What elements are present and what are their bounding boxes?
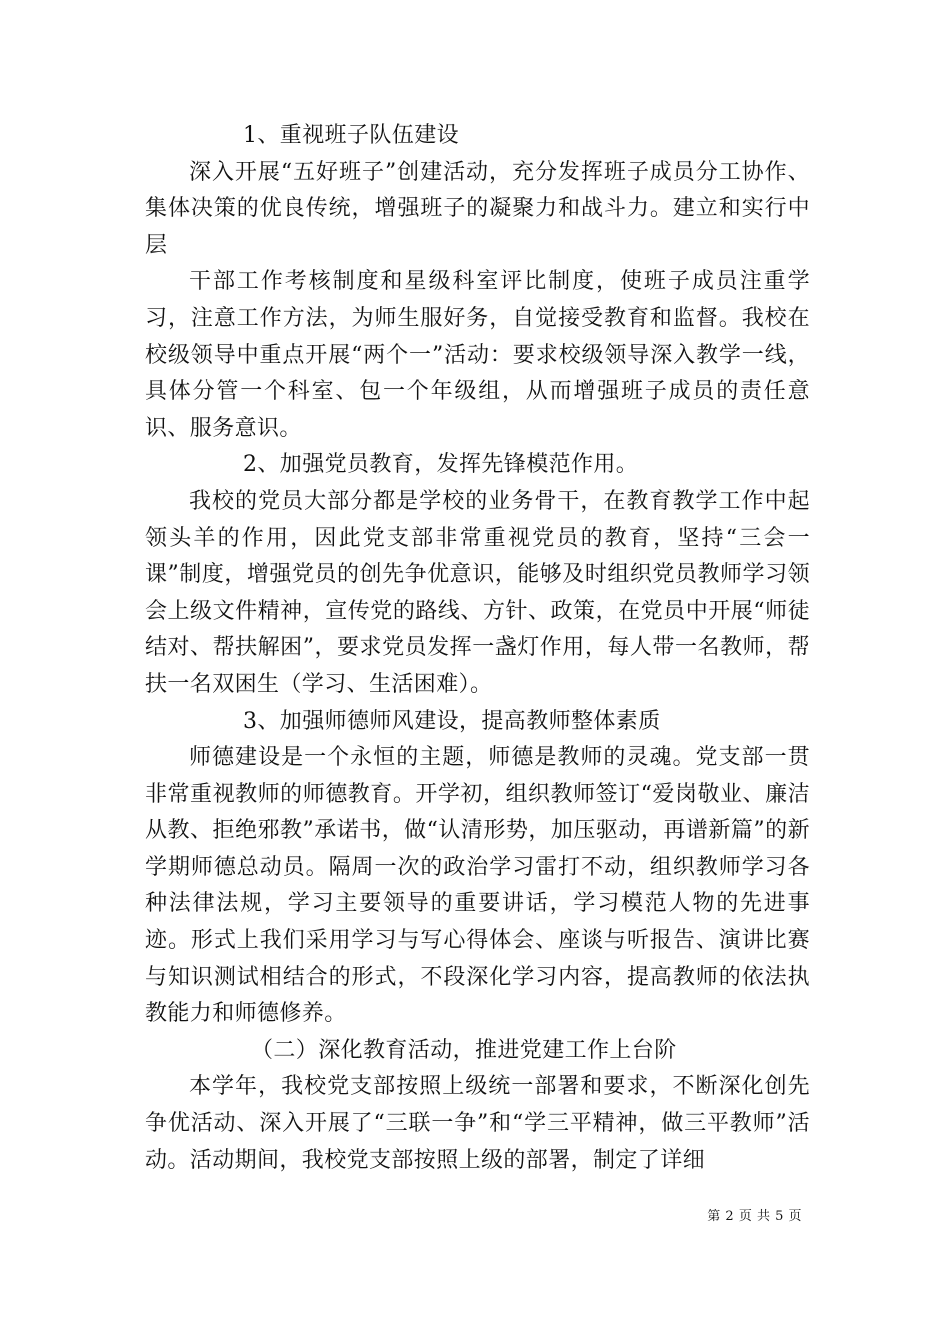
section-heading-2: 2、加强党员教育，发挥先锋模范作用。 [243, 452, 639, 478]
page-number-footer: 第 2 页 共 5 页 [707, 1209, 802, 1224]
section-heading-1: 1、重视班子队伍建设 [243, 123, 459, 148]
section-heading-part-2: （二）深化教育活动，推进党建工作上台阶 [251, 1037, 677, 1063]
paragraph: 我校的党员大部分都是学校的业务骨干，在教育教学工作中起领头羊的作用，因此党支部非常重视党员的教育，坚持“三会一课”制度，增强党员的创先争优意识，能够及时组织党员教师学习领会上级文件精神，宣传党的路线、方针、政策，在党员中开展“师徒结对、帮扶解困”，要求党员发挥一盏灯作用，每人带一名教师，帮扶一名双困生（学习、生活困难）。 [145, 488, 810, 697]
paragraph: 干部工作考核制度和星级科室评比制度，使班子成员注重学习，注意工作方法，为师生服好务，自觉接受教育和监督。我校在校级领导中重点开展“两个一”活动：要求校级领导深入教学一线，具体分管一个科室、包一个年级组，从而增强班子成员的责任意识、服务意识。 [145, 269, 810, 441]
paragraph: 深入开展“五好班子”创建活动，充分发挥班子成员分工协作、集体决策的优良传统，增强班子的凝聚力和战斗力。建立和实行中层 [145, 159, 810, 258]
document-body [145, 118, 810, 1179]
paragraph: 本学年，我校党支部按照上级统一部署和要求，不断深化创先争优活动、深入开展了“三联一争”和“学三平精神，做三平教师”活动。活动期间，我校党支部按照上级的部署，制定了详细 [145, 1074, 810, 1173]
section-heading-3: 3、加强师德师风建设，提高教师整体素质 [243, 708, 661, 734]
paragraph: 师德建设是一个永恒的主题，师德是教师的灵魂。党支部一贯非常重视教师的师德教育。开学初，组织教师签订“爱岗敬业、廉洁从教、拒绝邪教”承诺书，做“认清形势，加压驱动，再谱新篇”的新学期师德总动员。隔周一次的政治学习雷打不动，组织教师学习各种法律法规，学习主要领导的重要讲话，学习模范人物的先进事迹。形式上我们采用学习与写心得体会、座谈与听报告、演讲比赛与知识测试相结合的形式，不段深化学习内容，提高教师的依法执教能力和师德修养。 [145, 745, 810, 1027]
